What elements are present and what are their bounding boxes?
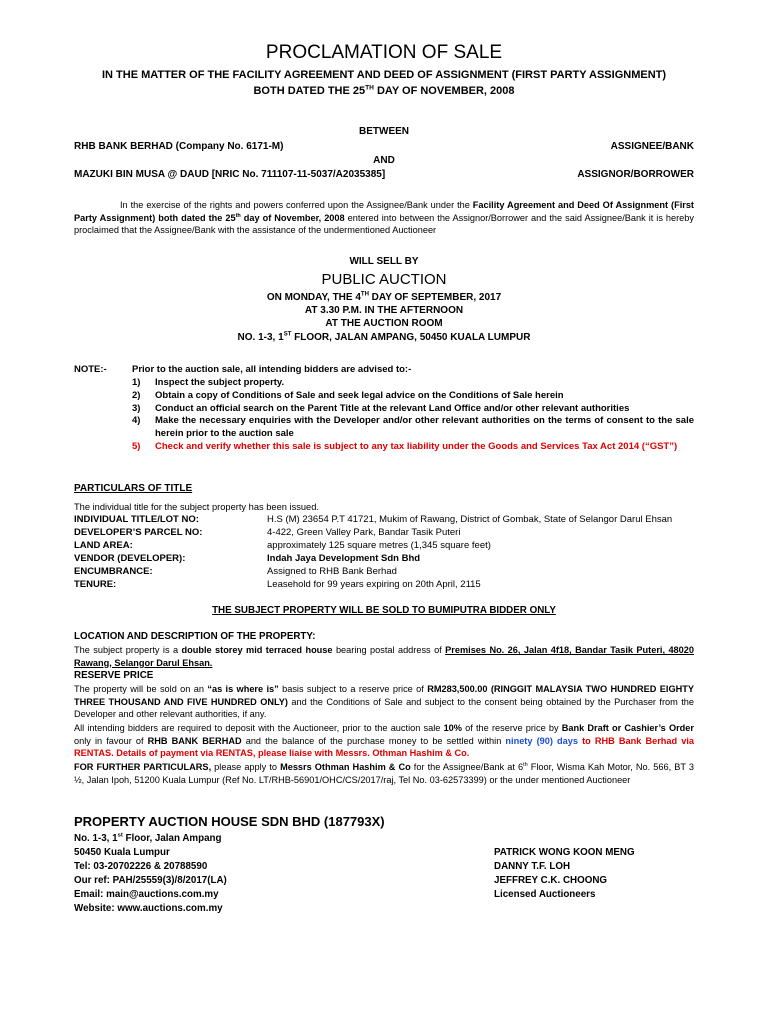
location-description: The subject property is a double storey mid terraced house bearing postal address of Premises No. 26, Jalan 4f18, Bandar Tasik Puteri, 48020 Rawang, Selangor Darul Ehsan. — [74, 645, 694, 668]
assignee-role: ASSIGNEE/BANK — [610, 141, 694, 152]
further-particulars: FOR FURTHER PARTICULARS, please apply to Messrs Othman Hashim & Co for the Assignee/Bank at 6th Floor, Wisma Kah Motor, No. 566, BT 3 ½, Jalan Ipoh, 51200 Kuala Lumpur (Ref No. LT/RHB-56901/OHC/CS/2017/raj, Tel No. 03-62573399) or the under mentioned Auctioneer — [74, 761, 694, 785]
reserve-price-text: The property will be sold on an “as is where is” basis subject to a reserve price of RM283,500.00 (RINGGIT MALAYSIA TWO HUNDRED EIGHTY THREE THOUSAND AND FIVE HUNDRED ONLY) and the Conditions of Sale and subject to the consent being obtained by the Purchaser from the Developer and other relevant authorities, if any. — [74, 684, 694, 719]
auction-house-tel: Tel: 03-20702226 & 20788590 — [74, 861, 208, 872]
auction-time: AT 3.30 P.M. IN THE AFTERNOON — [304, 305, 464, 316]
and-label: AND — [373, 155, 395, 166]
assignor-role: ASSIGNOR/BORROWER — [577, 169, 694, 180]
note-label: NOTE:- — [74, 364, 107, 375]
between-label: BETWEEN — [359, 126, 409, 137]
auction-house-contact — [74, 832, 227, 916]
subtitle-line-2: BOTH DATED THE 25TH DAY OF NOVEMBER, 2008 — [253, 84, 515, 97]
auction-house-ref: Our ref: PAH/25559(3)/8/2017(LA) — [74, 875, 227, 886]
assignor-name: MAZUKI BIN MUSA @ DAUD [NRIC No. 711107-11-5037/A2035385] — [74, 169, 386, 180]
public-auction-heading: PUBLIC AUCTION — [321, 271, 447, 288]
note-item-gst: 5) Check and verify whether this sale is subject to any tax liability under the Goods and Services Tax Act 2014 (“GST”) — [132, 440, 678, 452]
intro-paragraph: In the exercise of the rights and powers conferred upon the Assignee/Bank under the Facility Agreement and Deed Of Assignment (First Party Assignment) both dated the 25th day of November, 2008 entered into between the Assignor/Borrower and the said Assignee/Bank it is hereby proclaimed that the Assignee/Bank with the assistance of the undermentioned Auctioneer — [74, 200, 694, 235]
location-heading: LOCATION AND DESCRIPTION OF THE PROPERTY: — [74, 631, 316, 642]
auctioneer-name: JEFFREY C.K. CHOONG — [494, 875, 608, 886]
note-list — [132, 377, 694, 454]
auctioneer-list — [494, 846, 635, 902]
auction-date: ON MONDAY, THE 4TH DAY OF SEPTEMBER, 2017 — [266, 291, 502, 303]
title-row: VENDOR (DEVELOPER): Indah Jaya Development Sdn Bhd — [74, 553, 421, 564]
note-heading: Prior to the auction sale, all intending bidders are advised to:- — [132, 364, 412, 375]
title-row: TENURE: Leasehold for 99 years expiring on 20th April, 2115 — [74, 579, 481, 590]
auction-house-address-1: No. 1-3, 1st Floor, Jalan Ampang — [74, 832, 222, 844]
auction-house-website: Website: www.auctions.com.my — [74, 903, 223, 914]
auction-house-address-2: 50450 Kuala Lumpur — [74, 847, 170, 858]
auction-house-email: Email: main@auctions.com.my — [74, 889, 219, 900]
auctioneer-title: Licensed Auctioneers — [494, 889, 596, 900]
party-assignor — [74, 169, 694, 180]
title-row: INDIVIDUAL TITLE/LOT NO: H.S (M) 23654 P.T 41721, Mukim of Rawang, District of Gombak, State of Selangor Darul Ehsan — [74, 514, 673, 525]
assignee-name: RHB BANK BERHAD (Company No. 6171-M) — [74, 141, 284, 152]
subtitle-line-1: IN THE MATTER OF THE FACILITY AGREEMENT AND DEED OF ASSIGNMENT (FIRST PARTY ASSIGNMENT) — [101, 69, 667, 81]
reserve-price-heading: RESERVE PRICE — [74, 670, 154, 681]
title-row: ENCUMBRANCE: Assigned to RHB Bank Berhad — [74, 566, 397, 577]
auctioneer-name: DANNY T.F. LOH — [494, 861, 571, 872]
note-item: 3) Conduct an official search on the Parent Title at the relevant Land Office and/or other relevant authorities — [132, 402, 630, 414]
auction-address: NO. 1-3, 1ST FLOOR, JALAN AMPANG, 50450 KUALA LUMPUR — [237, 331, 531, 343]
will-sell-by: WILL SELL BY — [349, 256, 419, 267]
particulars-heading: PARTICULARS OF TITLE — [74, 483, 193, 494]
bumiputra-notice: THE SUBJECT PROPERTY WILL BE SOLD TO BUMIPUTRA BIDDER ONLY — [212, 605, 556, 616]
auctioneer-name: PATRICK WONG KOON MENG — [494, 847, 635, 858]
title-issued-text: The individual title for the subject property has been issued. — [74, 502, 319, 512]
party-assignee — [74, 141, 694, 152]
auction-venue: AT THE AUCTION ROOM — [325, 318, 443, 329]
auction-house-name: PROPERTY AUCTION HOUSE SDN BHD (187793X) — [74, 814, 385, 829]
note-item: 4) Make the necessary enquiries with the Developer and/or other relevant authorities on the terms of consent to the sale herein prior to the auction sale — [132, 415, 694, 440]
deposit-text: All intending bidders are required to deposit with the Auctioneer, prior to the auction sale 10% of the reserve price by Bank Draft or Cashier’s Order only in favour of RHB BANK BERHAD and the balance of the purchase money to be settled within ninety (90) days to RHB Bank Berhad via RENTAS. Details of payment via RENTAS, please liaise with Messrs. Othman Hashim & Co. — [74, 723, 694, 758]
note-item: 2) Obtain a copy of Conditions of Sale and seek legal advice on the Conditions of Sale herein — [132, 389, 564, 401]
title-row: LAND AREA: approximately 125 square metres (1,345 square feet) — [74, 540, 491, 551]
title-row: DEVELOPER’S PARCEL NO: 4-422, Green Valley Park, Bandar Tasik Puteri — [74, 527, 461, 538]
document-title: PROCLAMATION OF SALE — [265, 42, 503, 63]
note-item: 1) Inspect the subject property. — [132, 377, 285, 388]
